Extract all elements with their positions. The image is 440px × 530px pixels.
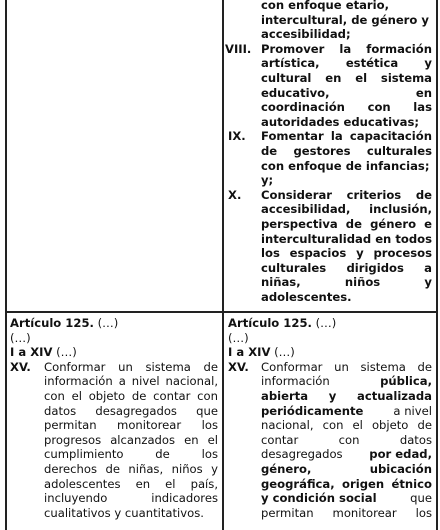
ellipsis-line: (…) bbox=[228, 330, 249, 345]
text-line: coordinación con las bbox=[261, 100, 432, 115]
article-suffix: (…) bbox=[311, 316, 337, 330]
range-label: I a XIV bbox=[10, 345, 53, 360]
item-ix bbox=[228, 129, 432, 187]
text-line: permitan monitorear los bbox=[261, 505, 432, 520]
item-number: X. bbox=[228, 187, 242, 202]
article-heading: Artículo 125. bbox=[10, 316, 94, 330]
text-line: permitan monitorear los bbox=[44, 418, 218, 433]
text-line: interculturalidad en todos bbox=[261, 231, 433, 246]
table-border-right bbox=[436, 0, 438, 530]
text-line: intercultural, de género y bbox=[261, 12, 429, 27]
text-line: periódicamente a nivel bbox=[261, 403, 432, 418]
text-line: con enfoque de infancias; bbox=[261, 158, 430, 173]
item-number: IX. bbox=[228, 129, 246, 144]
item-xv bbox=[10, 360, 218, 521]
text-line: niñas, niños y bbox=[261, 275, 432, 290]
text-line: y condición social que bbox=[261, 491, 432, 506]
item-xv bbox=[228, 360, 432, 521]
text-line: cumplimiento de los bbox=[44, 447, 218, 462]
text-line: culturales dirigidos a bbox=[261, 260, 432, 275]
text-line: Promover la formación bbox=[261, 41, 432, 56]
range-suffix: (…) bbox=[52, 345, 77, 360]
range-suffix: (…) bbox=[270, 345, 295, 360]
text-line: accesibilidad, inclusión, bbox=[261, 202, 432, 217]
range-label: I a XIV bbox=[228, 345, 271, 360]
text-line: Fomentar la capacitación bbox=[261, 129, 432, 144]
item-number: XV. bbox=[10, 359, 31, 374]
text-line: autoridades educativas; bbox=[261, 114, 420, 129]
ellipsis-line: (…) bbox=[10, 330, 31, 345]
bottom-left-cell bbox=[10, 316, 218, 520]
bottom-right-cell bbox=[228, 316, 432, 520]
text-line: los espacios y procesos bbox=[261, 246, 432, 261]
text-line: Conformar un sistema de bbox=[44, 359, 218, 374]
text-line: progresos alcanzados en el bbox=[44, 432, 218, 447]
text-line: información pública, bbox=[261, 374, 432, 389]
text-line: y; bbox=[261, 173, 274, 188]
text-line: derechos de niñas, niños y bbox=[44, 461, 218, 476]
row-divider bbox=[5, 311, 438, 313]
text-line: geográfica, origen étnico bbox=[261, 476, 432, 491]
text-line: de gestores culturales bbox=[261, 143, 432, 158]
text-line: incluyendo indicadores bbox=[44, 491, 218, 506]
text-line: adolescentes en el país, bbox=[44, 476, 218, 491]
text-line: con enfoque etario, bbox=[261, 0, 389, 12]
text-line: datos desagregados que bbox=[44, 403, 218, 418]
text-line: contar con datos bbox=[261, 432, 432, 447]
article-heading-line bbox=[10, 316, 218, 331]
text-line: cualitativos y cuantitativos. bbox=[44, 505, 204, 520]
range-line bbox=[10, 345, 218, 360]
item-number: XV. bbox=[228, 359, 249, 374]
article-heading: Artículo 125. bbox=[228, 316, 312, 330]
text-line: abierta y actualizada bbox=[261, 388, 432, 403]
item-vii-tail bbox=[228, 0, 432, 42]
text-line: perspectiva de género e bbox=[261, 216, 432, 231]
text-line: educativo, en bbox=[261, 85, 432, 100]
table-border-left bbox=[5, 0, 7, 530]
text-line: nacional, con el objeto de bbox=[261, 418, 432, 433]
text-line: Considerar criterios de bbox=[261, 187, 432, 202]
article-suffix: (…) bbox=[93, 316, 119, 330]
text-line: Conformar un sistema de bbox=[261, 359, 432, 374]
article-heading-line bbox=[228, 316, 432, 331]
text-line: accesibilidad; bbox=[261, 27, 351, 42]
table-border-middle bbox=[222, 0, 224, 530]
text-line: adolescentes. bbox=[261, 289, 352, 304]
text-line: género, ubicación bbox=[261, 461, 432, 476]
text-line: desagregados por edad, bbox=[261, 447, 432, 462]
range-line bbox=[228, 345, 432, 360]
text-line: con el objeto de contar con bbox=[44, 388, 218, 403]
top-right-cell bbox=[225, 0, 433, 304]
item-number: VIII. bbox=[225, 41, 252, 56]
item-x bbox=[228, 188, 432, 305]
text-line: cultural en el sistema bbox=[261, 70, 432, 85]
text-line: información a nivel nacional, bbox=[44, 374, 218, 389]
item-viii bbox=[225, 41, 432, 130]
text-line: artística, estética y bbox=[261, 56, 432, 71]
